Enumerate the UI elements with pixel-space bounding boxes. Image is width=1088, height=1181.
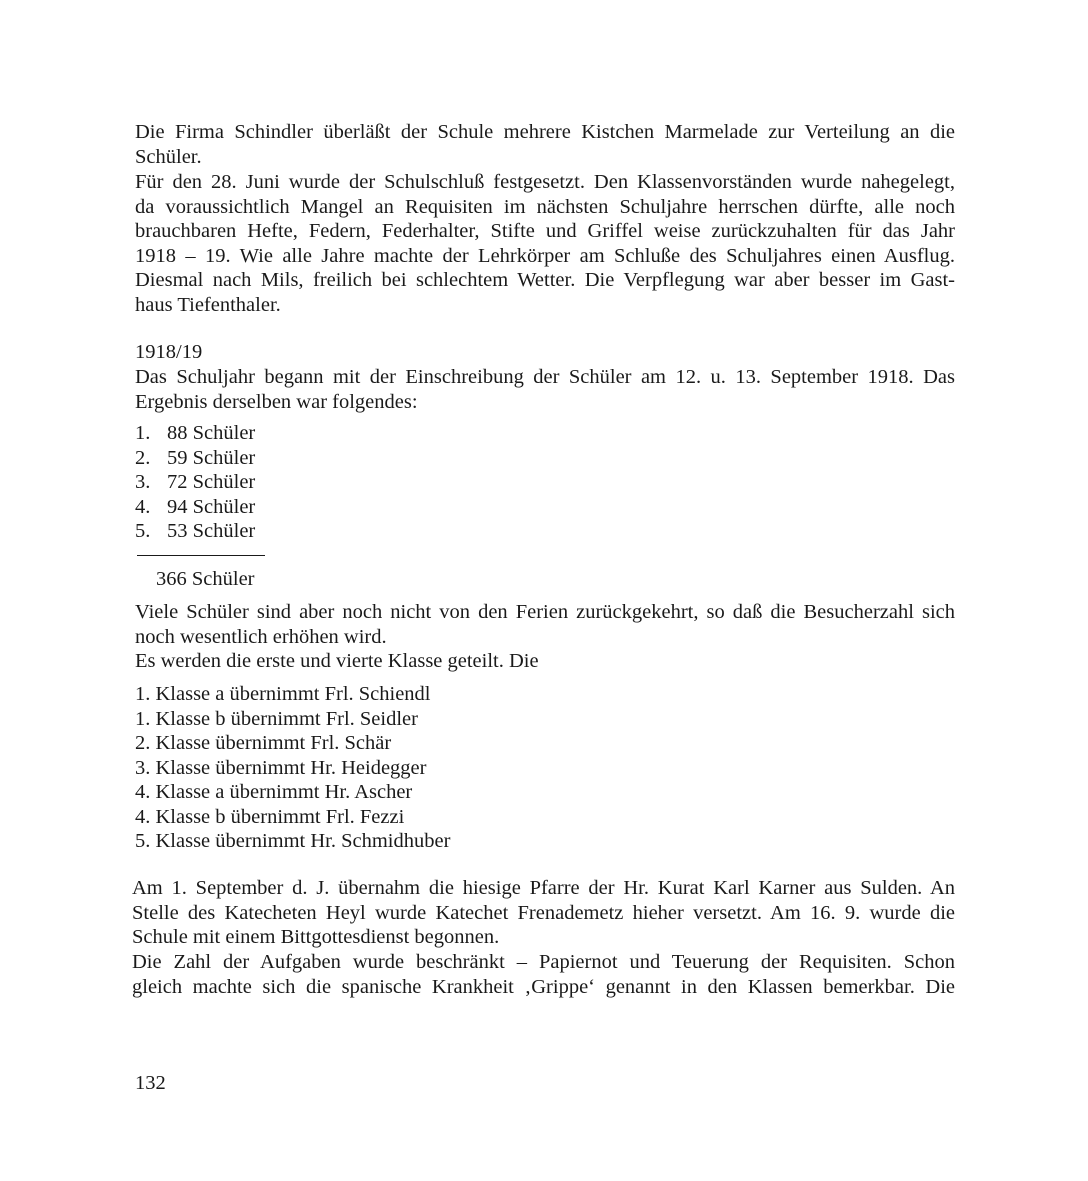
list-item: 1. Klasse a übernimmt Frl. Schiendl (135, 683, 431, 705)
enrollment-list (135, 421, 955, 544)
list-item (135, 495, 955, 520)
sum-rule (137, 555, 265, 556)
list-text: 53 Schüler (167, 520, 256, 542)
list-item (135, 470, 955, 495)
text-line: Am 1. September d. J. übernahm die hiesige Pfarre der Hr. Kurat Karl Karner aus Sulden. An (132, 877, 955, 899)
list-number: 4. (135, 495, 151, 518)
text-line: Ergebnis derselben war folgendes: (135, 390, 418, 413)
list-item: 4. Klasse b übernimmt Frl. Fezzi (135, 805, 405, 828)
paragraph-marmelade (135, 120, 955, 169)
list-item: 4. Klasse a übernimmt Hr. Ascher (135, 781, 413, 803)
paragraph-schulschluss (135, 170, 955, 317)
list-number: 2. (135, 446, 151, 469)
text-line: Diesmal nach Mils, freilich bei schlechtem Wetter. Die Verpflegung war aber besser im Gast- (135, 269, 955, 291)
class-assignment-list (135, 682, 955, 854)
text-line: Schüler. (135, 145, 202, 168)
year-heading: 1918/19 (135, 341, 203, 363)
text-line: Viele Schüler sind aber noch nicht von den Ferien zurückgekehrt, so daß die Besucherzahl sich (135, 601, 955, 623)
list-text: 72 Schüler (167, 471, 256, 493)
text-line: Die Zahl der Aufgaben wurde beschränkt – Papiernot und Teuerung der Requisiten. Schon (132, 951, 955, 973)
text-line: Stelle des Katecheten Heyl wurde Katechet Frenademetz hieher versetzt. Am 16. 9. wurde die (132, 901, 955, 924)
paragraph-aufgaben (132, 950, 955, 999)
paragraph-klassenteilung: Es werden die erste und vierte Klasse geteilt. Die (135, 650, 539, 672)
list-item (135, 519, 955, 544)
text-line: Die Firma Schindler überläßt der Schule mehrere Kistchen Marmelade zur Verteilung an die (135, 121, 955, 143)
text-line: Für den 28. Juni wurde der Schulschluß festgesetzt. Den Klassenvorständen wurde nahegelegt, (135, 171, 955, 193)
list-item: 2. Klasse übernimmt Frl. Schär (135, 732, 392, 754)
list-number: 1. (135, 422, 151, 444)
enrollment-total: 366 Schüler (156, 568, 255, 590)
list-text: 88 Schüler (167, 422, 256, 444)
text-line: Schule mit einem Bittgottesdienst begonnen. (132, 926, 500, 948)
list-number: 5. (135, 520, 151, 542)
text-line: noch wesentlich erhöhen wird. (135, 625, 387, 648)
text-line: 1918 – 19. Wie alle Jahre machte der Lehrkörper am Schluße des Schuljahres einen Ausflug. (135, 244, 955, 267)
text-line: da voraussichtlich Mangel an Requisiten im nächsten Schuljahre herrschen dürfte, alle noch (135, 195, 955, 218)
paragraph-pfarre (132, 876, 955, 950)
text-line: Das Schuljahr begann mit der Einschreibung der Schüler am 12. u. 13. September 1918. Das (135, 366, 955, 388)
list-text: 94 Schüler (167, 495, 256, 518)
page-number: 132 (135, 1072, 166, 1094)
text-line: haus Tiefenthaler. (135, 293, 281, 316)
paragraph-einschreibung (135, 365, 955, 414)
text-line: brauchbaren Hefte, Federn, Federhalter, Stifte und Griffel weise zurückzuhalten für das Jahr (135, 220, 955, 242)
list-item: 1. Klasse b übernimmt Frl. Seidler (135, 707, 418, 730)
paragraph-ferien (135, 600, 955, 649)
text-line: gleich machte sich die spanische Krankheit ‚Grippe‘ genannt in den Klassen bemerkbar. Die (132, 975, 955, 998)
list-item: 5. Klasse übernimmt Hr. Schmidhuber (135, 830, 451, 852)
list-number: 3. (135, 471, 151, 493)
list-text: 59 Schüler (167, 446, 256, 469)
list-item: 3. Klasse übernimmt Hr. Heidegger (135, 756, 427, 779)
list-item (135, 421, 955, 446)
list-item (135, 446, 955, 471)
